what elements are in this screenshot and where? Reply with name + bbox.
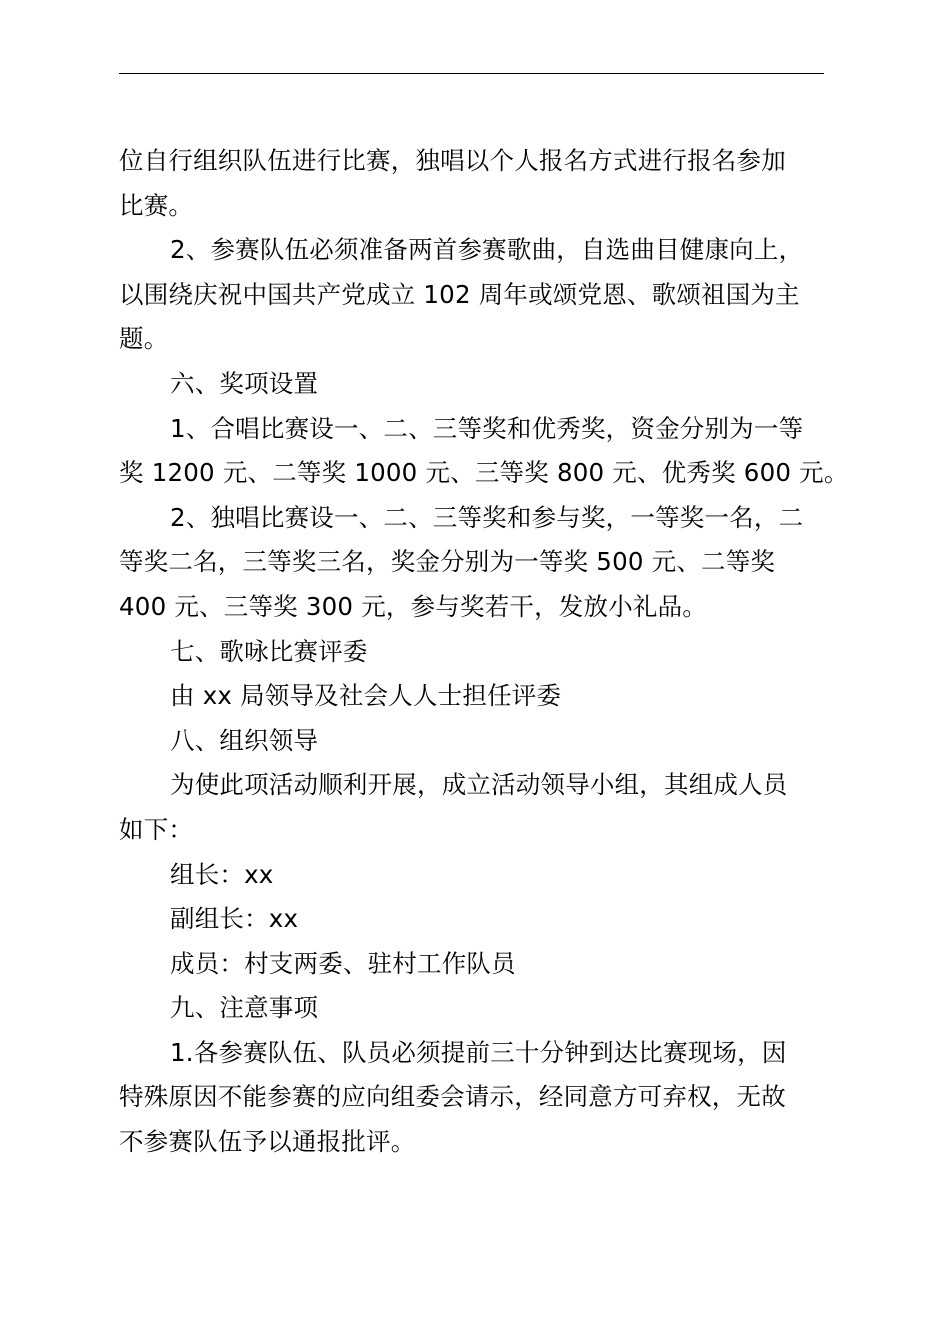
section-heading-leadership — [119, 719, 839, 764]
text-line: 题。 — [119, 324, 169, 354]
deputy-group-leader — [119, 897, 839, 942]
heading-text: 九、注意事项 — [170, 993, 319, 1023]
heading-text: 六、奖项设置 — [170, 368, 319, 398]
paragraph-leadership-group — [119, 763, 839, 852]
paragraph-entry-method — [119, 139, 839, 228]
document-body — [119, 139, 849, 1165]
text-line: 成员：村支两委、驻村工作队员 — [170, 948, 516, 978]
section-heading-judges — [119, 630, 839, 675]
group-members — [119, 942, 839, 987]
text-line: 如下： — [119, 814, 194, 844]
paragraph-attendance-rules — [119, 1031, 839, 1165]
paragraph-songs-requirement — [119, 228, 839, 362]
text-line: 400 元、三等奖 300 元，参与奖若干，发放小礼品。 — [119, 591, 707, 621]
heading-text: 八、组织领导 — [170, 725, 319, 755]
text-line: 副组长：xx — [170, 904, 299, 934]
section-heading-notes — [119, 986, 839, 1031]
text-line: 奖 1200 元、二等奖 1000 元、三等奖 800 元、优秀奖 600 元。 — [119, 458, 849, 488]
text-line: 比赛。 — [119, 190, 194, 220]
text-line: 2、独唱比赛设一、二、三等奖和参与奖，一等奖一名，二 — [170, 502, 804, 532]
heading-text: 七、歌咏比赛评委 — [170, 636, 368, 666]
text-line: 不参赛队伍予以通报批评。 — [119, 1127, 416, 1157]
group-leader — [119, 853, 839, 898]
text-line: 为使此项活动顺利开展，成立活动领导小组，其组成人员 — [170, 770, 788, 800]
text-line: 1、合唱比赛设一、二、三等奖和优秀奖，资金分别为一等 — [170, 413, 804, 443]
text-line: 2、参赛队伍必须准备两首参赛歌曲，自选曲目健康向上， — [170, 235, 804, 265]
section-heading-awards — [119, 362, 839, 407]
header-rule — [119, 73, 824, 74]
text-line: 特殊原因不能参赛的应向组委会请示，经同意方可弃权，无故 — [119, 1082, 786, 1112]
text-line: 1.各参赛队伍、队员必须提前三十分钟到达比赛现场，因 — [170, 1037, 787, 1067]
paragraph-solo-awards — [119, 496, 839, 630]
text-line: 以围绕庆祝中国共产党成立 102 周年或颂党恩、歌颂祖国为主 — [119, 279, 800, 309]
paragraph-chorus-awards — [119, 407, 849, 496]
text-line: 由 xx 局领导及社会人人士担任评委 — [170, 681, 562, 711]
text-line: 位自行组织队伍进行比赛，独唱以个人报名方式进行报名参加 — [119, 146, 786, 175]
paragraph-judges — [119, 674, 839, 719]
text-line: 等奖二名，三等奖三名，奖金分别为一等奖 500 元、二等奖 — [119, 547, 776, 577]
text-line: 组长：xx — [170, 859, 274, 889]
